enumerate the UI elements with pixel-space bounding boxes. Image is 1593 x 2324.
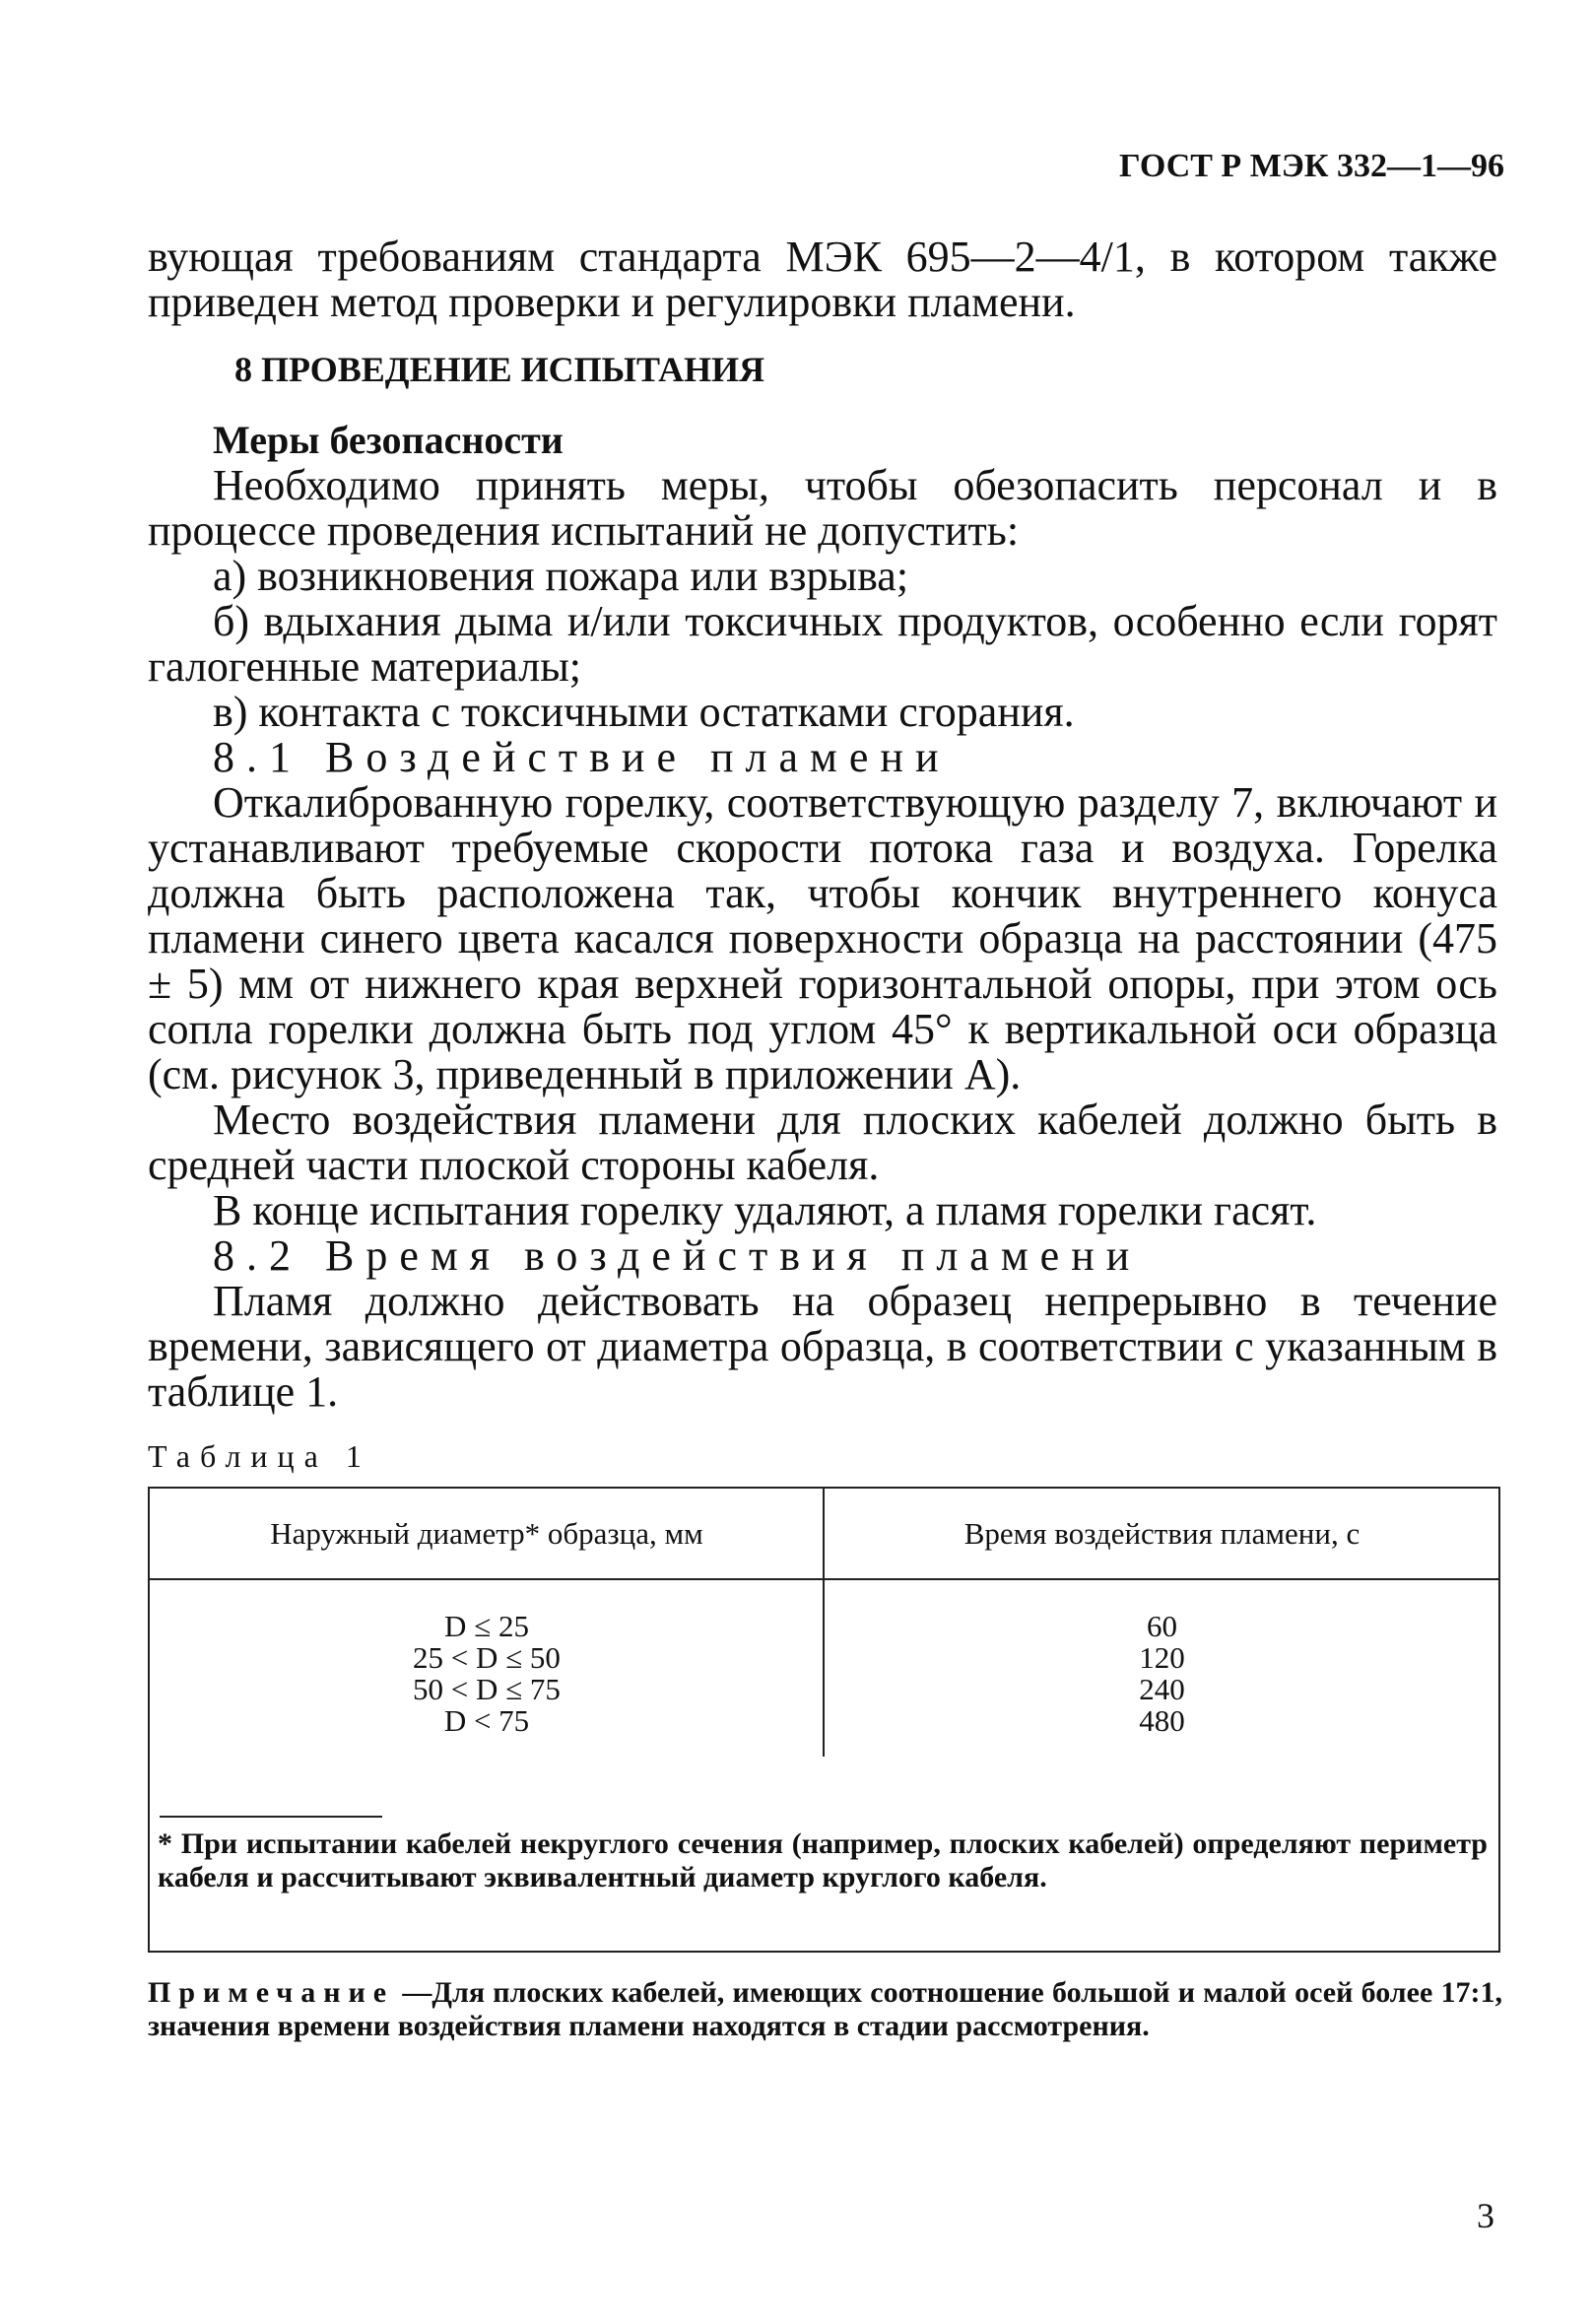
table-cell: D < 75	[443, 1703, 530, 1738]
section-8-2-text: Пламя должно действовать на образец непрерывно в течение времени, зависящего от диаметра образца, в соответствии с указанным в таблице 1.	[148, 1277, 1497, 1416]
safety-intro: Необходимо принять меры, чтобы обезопасить персонал и в процессе проведения испытаний не допустить:	[148, 461, 1497, 555]
table-cell: 25 < D ≤ 50	[413, 1640, 561, 1675]
table-cell: 50 < D ≤ 75	[413, 1672, 561, 1706]
table-cell: 480	[1139, 1703, 1185, 1738]
document-header: ГОСТ Р МЭК 332—1—96	[1119, 148, 1504, 184]
table-footnote: * При испытании кабелей некруглого сечения (например, плоских кабелей) определяют периметр кабеля и рассчитывают эквивалентный диаметр круглого кабеля.	[158, 1827, 1488, 1893]
table-cell: 120	[1139, 1640, 1185, 1675]
section-8-1-flat-cables: Место воздействия пламени для плоских кабелей должно быть в средней части плоской стороны кабеля.	[148, 1096, 1497, 1189]
table-column-diameter	[150, 1611, 824, 1737]
table-caption: Таблица 1	[148, 1438, 371, 1474]
table-cell: 240	[1139, 1672, 1185, 1706]
safety-heading: Меры безопасности	[213, 418, 564, 462]
section-8-1-end: В конце испытания горелку удаляют, а пламя горелки гасят.	[213, 1186, 1317, 1234]
table-cell: 60	[1147, 1609, 1177, 1643]
note	[148, 1976, 1502, 2043]
list-item-b: б) вдыхания дыма и/или токсичных продуктов, особенно если горят галогенные материалы;	[148, 597, 1497, 691]
table-1	[148, 1487, 1500, 1953]
table-header-diameter: Наружный диаметр* образца, мм	[270, 1515, 703, 1551]
note-text: —Для плоских кабелей, имеющих соотношение большой и малой осей более 17:1, значения времени воздействия пламени находятся в стадии рассмотрения.	[148, 1976, 1502, 2042]
page-body	[148, 234, 1497, 1415]
section-8-2-heading: 8.2 Время воздействия пламени	[213, 1231, 1142, 1280]
list-item-c: в) контакта с токсичными остатками сгорания.	[213, 688, 1075, 736]
page-number: 3	[1477, 2196, 1494, 2235]
table-column-time	[824, 1611, 1500, 1737]
footnote-rule	[160, 1816, 382, 1818]
section-8-heading: 8 ПРОВЕДЕНИЕ ИСПЫТАНИЯ	[234, 350, 765, 389]
table-cell: D ≤ 25	[444, 1609, 529, 1643]
list-item-a: а) возникновения пожара или взрыва;	[213, 552, 909, 600]
section-8-1-text: Откалиброванную горелку, соответствующую разделу 7, включают и устанавливают требуемые скорости потока газа и воздуха. Горелка должна быть расположена так, чтобы кончик внутреннего конуса пламени синего цвета касался поверхности образца на расстоянии (475 ± 5) мм от нижнего края верхней горизонтальной опоры, при этом ось сопла горелки должна быть под углом 45° к вертикальной оси образца (см. рисунок 3, приведенный в приложении А).	[148, 778, 1497, 1098]
paragraph-continuation: вующая требованиям стандарта МЭК 695—2—4/1, в котором также приведен метод проверки и регулировки пламени.	[148, 232, 1497, 326]
section-8-1-heading: 8.1 Воздействие пламени	[213, 733, 951, 781]
note-label: Примечание	[148, 1976, 395, 2009]
table-header-time: Время воздействия пламени, с	[963, 1515, 1361, 1551]
